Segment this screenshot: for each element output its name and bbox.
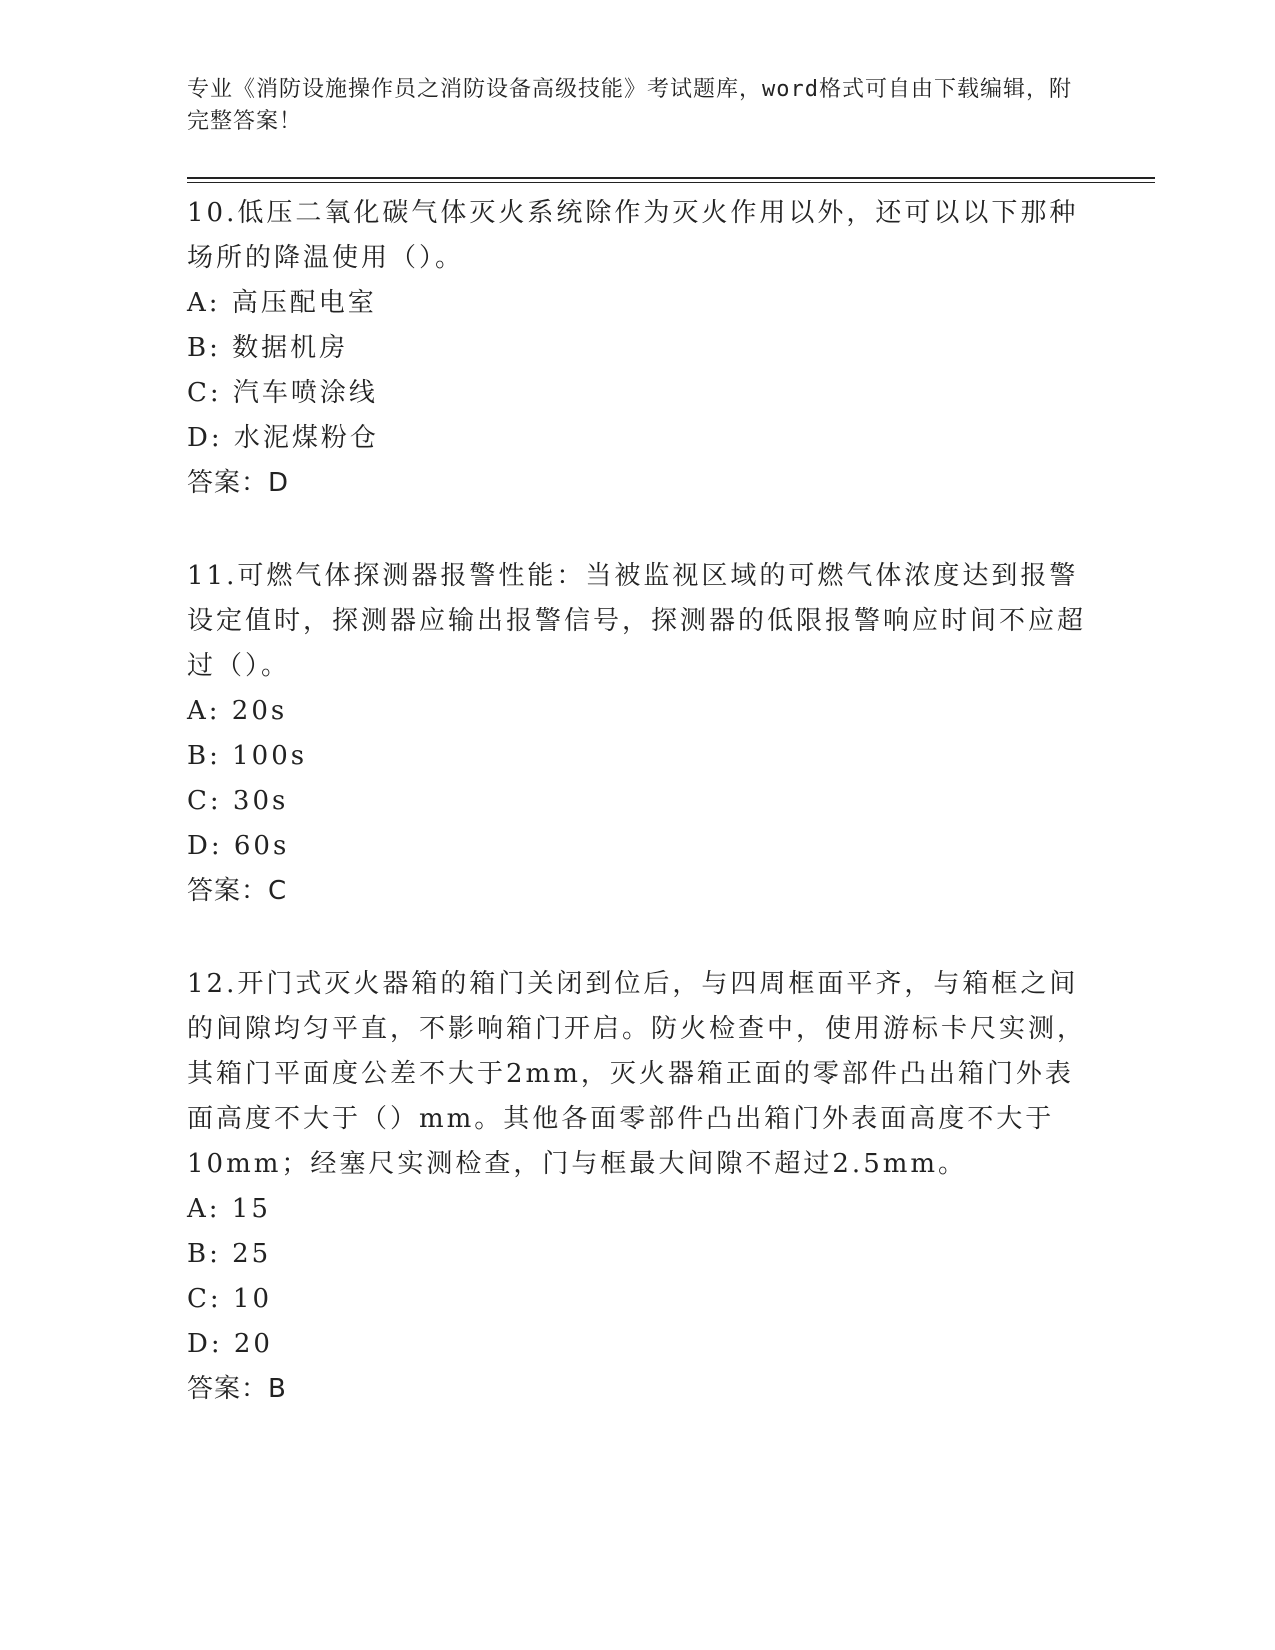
- option-d: D: 20: [187, 1329, 273, 1359]
- question-10: [187, 191, 1087, 506]
- question-stem: 10.低压二氧化碳气体灭火系统除作为灭火作用以外，还可以以下那种场所的降温使用（）。: [187, 198, 1079, 273]
- header-divider-thick: [187, 177, 1155, 179]
- question-stem: 11.可燃气体探测器报警性能：当被监视区域的可燃气体浓度达到报警设定值时，探测器应输出报警信号，探测器的低限报警响应时间不应超过（）。: [187, 561, 1087, 681]
- option-b: B: 25: [187, 1239, 272, 1269]
- answer-text: 答案：C: [187, 876, 288, 906]
- option-c: C: 10: [187, 1284, 273, 1314]
- option-a: A: 高压配电室: [187, 288, 377, 318]
- question-stem: 12.开门式灭火器箱的箱门关闭到位后，与四周框面平齐，与箱框之间的间隙均匀平直，不影响箱门开启。防火检查中，使用游标卡尺实测，其箱门平面度公差不大于2mm，灭火器箱正面的零部件凸出箱门外表面高度不大于（）mm。其他各面零部件凸出箱门外表面高度不大于10mm；经塞尺实测检查，门与框最大间隙不超过2.5mm。: [187, 969, 1087, 1179]
- option-a: A: 15: [187, 1194, 271, 1224]
- header-description: 专业《消防设施操作员之消防设备高级技能》考试题库，word格式可自由下载编辑，附完整答案！: [187, 77, 1072, 134]
- header-divider-thin: [187, 182, 1155, 183]
- option-d: D: 水泥煤粉仓: [187, 423, 379, 453]
- question-11: [187, 554, 1087, 914]
- option-a: A: 20s: [187, 696, 288, 726]
- option-b: B: 100s: [187, 741, 308, 771]
- option-c: C: 30s: [187, 786, 289, 816]
- answer-text: 答案：B: [187, 1374, 287, 1404]
- option-d: D: 60s: [187, 831, 290, 861]
- option-b: B: 数据机房: [187, 333, 349, 363]
- question-list: [187, 191, 1087, 1460]
- question-12: [187, 962, 1087, 1412]
- option-c: C: 汽车喷涂线: [187, 378, 378, 408]
- answer-text: 答案：D: [187, 468, 290, 498]
